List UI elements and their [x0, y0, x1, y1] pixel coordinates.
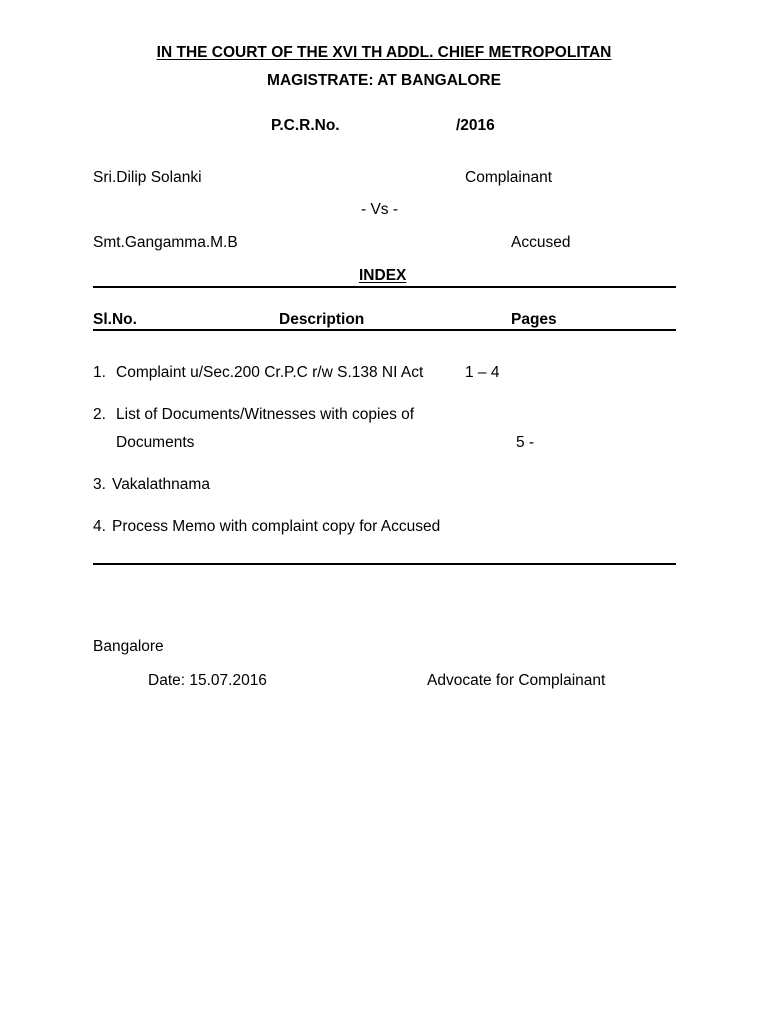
item-1-number: 1.: [93, 364, 106, 381]
item-2-description-line-2: Documents: [116, 434, 195, 451]
court-heading-line-1: IN THE COURT OF THE XVI TH ADDL. CHIEF METROPOLITAN: [156, 44, 612, 61]
item-2-number: 2.: [93, 406, 106, 423]
header-description: Description: [279, 311, 365, 328]
index-bottom-rule: [93, 563, 676, 565]
item-1-description: Complaint u/Sec.200 Cr.P.C r/w S.138 NI Act: [116, 364, 424, 381]
item-4-description: Process Memo with complaint copy for Accused: [112, 518, 441, 535]
case-number-year: /2016: [456, 117, 495, 134]
place-label: Bangalore: [93, 638, 164, 655]
complainant-role: Complainant: [465, 169, 553, 186]
court-heading-line-2: MAGISTRATE: AT BANGALORE: [267, 72, 501, 89]
versus-label: - Vs -: [361, 201, 399, 218]
header-sl-no: Sl.No.: [93, 311, 137, 328]
case-number-prefix: P.C.R.No.: [271, 117, 340, 134]
date-label: Date: 15.07.2016: [148, 672, 267, 689]
complainant-name: Sri.Dilip Solanki: [93, 169, 202, 186]
accused-role: Accused: [511, 234, 571, 251]
item-2-pages: 5 -: [516, 434, 535, 451]
item-3-description: Vakalathnama: [112, 476, 210, 493]
header-pages: Pages: [511, 311, 557, 328]
item-3-number: 3.: [93, 476, 106, 493]
advocate-signatory: Advocate for Complainant: [427, 672, 606, 689]
header-bottom-rule: [93, 329, 676, 331]
item-4-number: 4.: [93, 518, 106, 535]
index-top-rule: [93, 286, 676, 288]
index-title: INDEX: [359, 267, 407, 284]
accused-name: Smt.Gangamma.M.B: [93, 234, 238, 251]
item-1-pages: 1 – 4: [465, 364, 500, 381]
item-2-description-line-1: List of Documents/Witnesses with copies of: [116, 406, 415, 423]
